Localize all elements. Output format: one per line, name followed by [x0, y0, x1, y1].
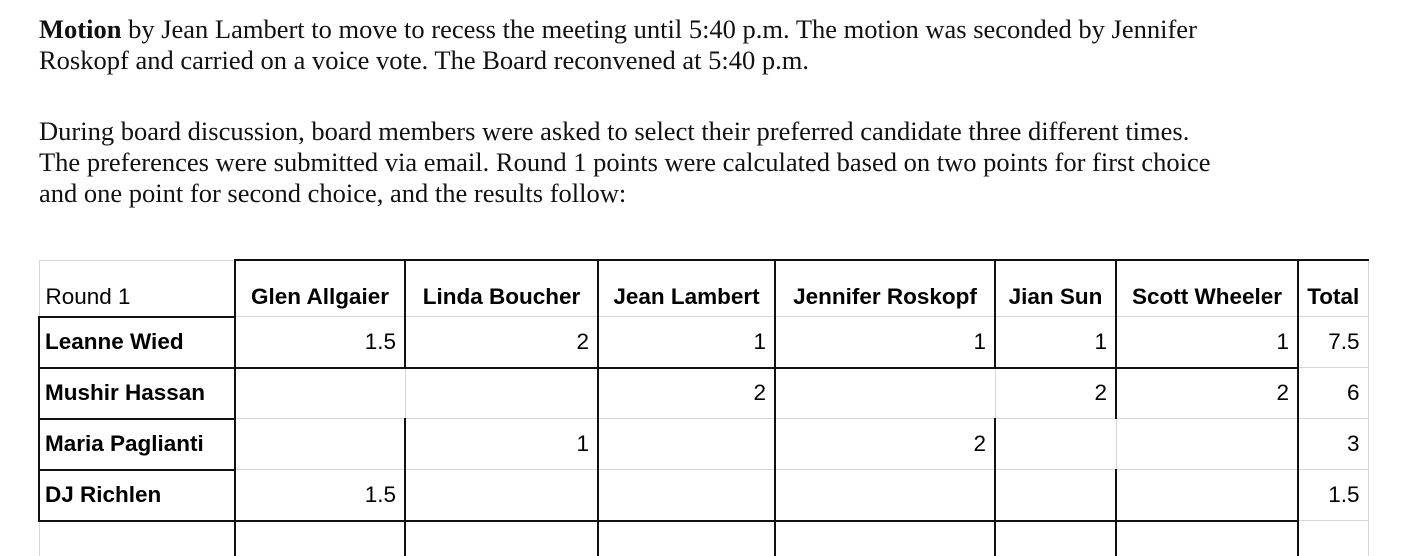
score-cell: [235, 368, 405, 419]
empty-cell: [775, 521, 995, 556]
score-cell: [405, 470, 598, 521]
score-cell: 1: [598, 317, 775, 368]
round-label: Round 1: [39, 260, 235, 317]
score-cell: 2: [775, 419, 995, 470]
row-name: Mushir Hassan: [39, 368, 235, 419]
score-cell: [1116, 470, 1298, 521]
column-header: Jian Sun: [995, 260, 1116, 317]
discussion-paragraph: [39, 116, 1409, 209]
score-cell: [995, 419, 1116, 470]
discussion-line-2: The preferences were submitted via email. Round 1 points were calculated based on two points for first choice: [39, 147, 1211, 177]
motion-bold-lead: Motion: [39, 14, 122, 44]
score-cell: 1.5: [235, 317, 405, 368]
table-row: [39, 419, 1368, 470]
total-cell: 1.5: [1298, 470, 1368, 521]
empty-cell: [235, 521, 405, 556]
score-cell: [598, 419, 775, 470]
motion-line-1-text: by Jean Lambert to move to recess the meeting until 5:40 p.m. The motion was seconded by Jennifer: [121, 14, 1197, 44]
score-cell: 1.5: [235, 470, 405, 521]
score-cell: [995, 470, 1116, 521]
score-cell: 2: [1116, 368, 1298, 419]
motion-line-2: Roskopf and carried on a voice vote. The Board reconvened at 5:40 p.m.: [39, 45, 809, 75]
empty-cell: [1298, 521, 1368, 556]
column-header: Glen Allgaier: [235, 260, 405, 317]
score-cell: 2: [598, 368, 775, 419]
column-header: Scott Wheeler: [1116, 260, 1298, 317]
total-cell: 6: [1298, 368, 1368, 419]
score-cell: [775, 368, 995, 419]
empty-cell: [598, 521, 775, 556]
row-name: DJ Richlen: [39, 470, 235, 521]
total-cell: 7.5: [1298, 317, 1368, 368]
column-header: Linda Boucher: [405, 260, 598, 317]
score-cell: 1: [1116, 317, 1298, 368]
score-cell: 2: [405, 317, 598, 368]
discussion-line-1: During board discussion, board members were asked to select their preferred candidate three different times.: [39, 116, 1190, 146]
motion-line-1: [39, 14, 1409, 45]
row-name: Maria Paglianti: [39, 419, 235, 470]
round-1-results-sheet: [38, 259, 1370, 556]
score-cell: 2: [995, 368, 1116, 419]
score-cell: [235, 419, 405, 470]
score-cell: [405, 368, 598, 419]
empty-cell: [39, 521, 235, 556]
round-1-results-table: [38, 259, 1369, 556]
score-cell: [598, 470, 775, 521]
score-cell: [775, 470, 995, 521]
motion-paragraph: [39, 14, 1409, 76]
row-name: Leanne Wied: [39, 317, 235, 368]
table-header-row: [39, 260, 1368, 317]
column-header: Jean Lambert: [598, 260, 775, 317]
empty-cell: [995, 521, 1116, 556]
table-row: [39, 470, 1368, 521]
column-header: Jennifer Roskopf: [775, 260, 995, 317]
empty-cell: [405, 521, 598, 556]
table-row: [39, 317, 1368, 368]
total-cell: 3: [1298, 419, 1368, 470]
score-cell: 1: [775, 317, 995, 368]
discussion-line-3: and one point for second choice, and the results follow:: [39, 178, 627, 208]
table-row: [39, 368, 1368, 419]
score-cell: [1116, 419, 1298, 470]
empty-cell: [1116, 521, 1298, 556]
score-cell: 1: [995, 317, 1116, 368]
score-cell: 1: [405, 419, 598, 470]
column-header: Total: [1298, 260, 1368, 317]
empty-row: [39, 521, 1368, 556]
